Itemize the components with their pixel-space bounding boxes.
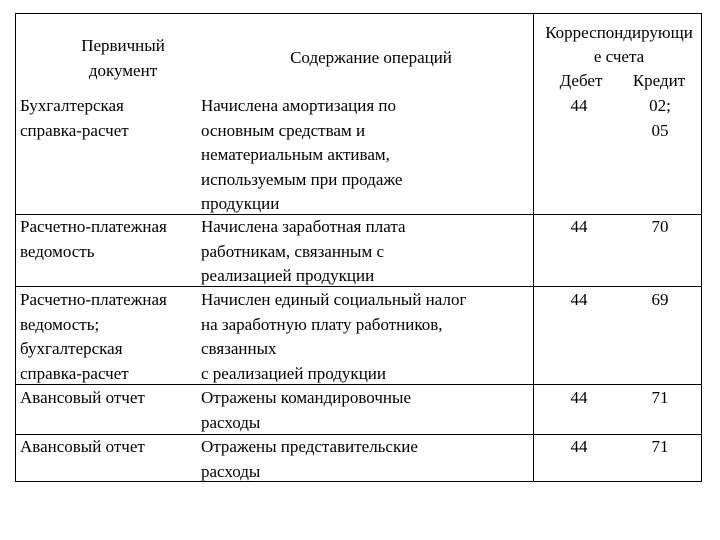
row-4-operation: Отражены командировочные расходы [201, 388, 411, 432]
row-1-operation: Начислена амортизация по основным средствам и нематериальным активам, используемым при продаже продукции [201, 96, 403, 213]
column-divider-accounts [533, 14, 534, 481]
header-corresponding-accounts: Корреспондирующи е счета [545, 23, 693, 66]
row-1-credit: 02; 05 [649, 96, 671, 140]
row-5-operation: Отражены представительские расходы [201, 437, 418, 481]
row-3-operation: Начислен единый социальный налог на заработную плату работников, связанных с реализацией продукции [201, 290, 467, 383]
header-primary-document: Первичный документ [81, 36, 165, 80]
header-operations: Содержание операций [290, 48, 452, 67]
accounting-operations-table [15, 13, 702, 482]
row-1-debit: 44 [570, 96, 588, 115]
row-2-debit: 44 [570, 217, 588, 236]
row-4-debit: 44 [570, 388, 588, 407]
row-2-operation: Начислена заработная плата работникам, связанным с реализацией продукции [201, 217, 406, 285]
row-2-document: Расчетно-платежная ведомость [20, 217, 167, 261]
row-2-credit: 70 [651, 217, 669, 236]
row-4-document: Авансовый отчет [20, 388, 145, 407]
row-5-document: Авансовый отчет [20, 437, 145, 456]
row-4-credit: 71 [651, 388, 669, 407]
header-credit: Кредит [632, 71, 686, 90]
row-3-document: Расчетно-платежная ведомость; бухгалтерская справка-расчет [20, 290, 167, 383]
row-1-document: Бухгалтерская справка-расчет [20, 96, 129, 140]
row-3-credit: 69 [651, 290, 669, 309]
row-5-credit: 71 [651, 437, 669, 456]
row-3-debit: 44 [570, 290, 588, 309]
header-debit: Дебет [559, 71, 603, 90]
row-5-debit: 44 [570, 437, 588, 456]
